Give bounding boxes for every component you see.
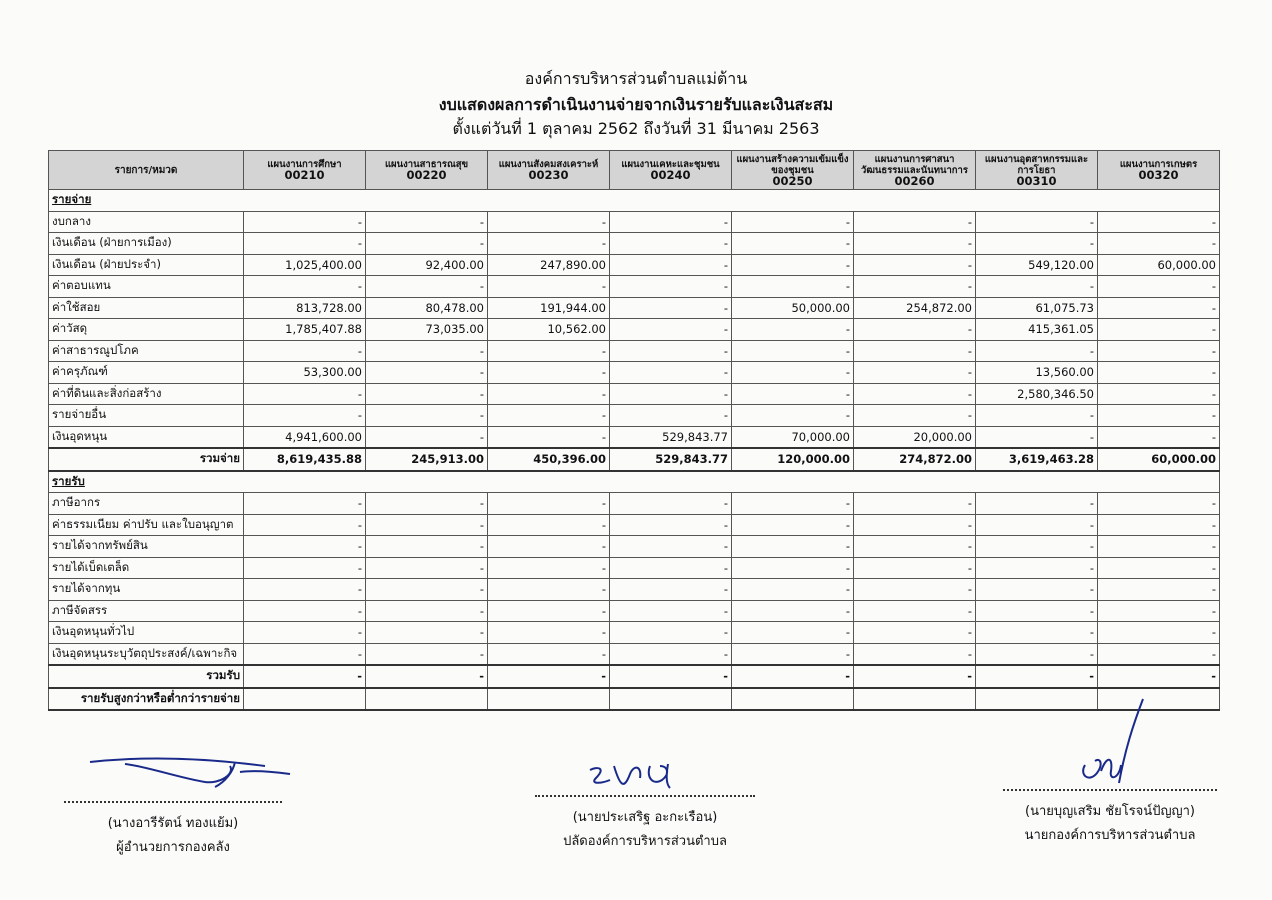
amount-cell: - [732, 536, 854, 558]
amount-cell: - [976, 276, 1098, 298]
amount-cell: - [976, 233, 1098, 255]
amount-cell: - [610, 405, 732, 427]
amount-cell: - [1098, 362, 1220, 384]
amount-cell: - [854, 383, 976, 405]
amount-cell: 13,560.00 [976, 362, 1098, 384]
empty-cell [1098, 190, 1220, 212]
reporting-period: ตั้งแต่วันที่ 1 ตุลาคม 2562 ถึงวันที่ 31 มีนาคม 2563 [452, 119, 820, 138]
amount-cell: 60,000.00 [1098, 254, 1220, 276]
amount-cell: - [732, 383, 854, 405]
amount-cell: - [244, 536, 366, 558]
amount-cell: - [366, 514, 488, 536]
empty-cell [244, 190, 366, 212]
amount-cell: - [1098, 514, 1220, 536]
amount-cell: - [732, 514, 854, 536]
amount-cell: - [1098, 665, 1220, 688]
row-label: ภาษีจัดสรร [49, 600, 244, 622]
signature-chief-administrator [580, 756, 690, 796]
amount-cell: - [244, 405, 366, 427]
signature-line-finance-director [64, 801, 282, 803]
amount-cell: - [976, 557, 1098, 579]
amount-cell: 50,000.00 [732, 297, 854, 319]
amount-cell: - [610, 383, 732, 405]
column-header-plan [854, 151, 976, 190]
amount-cell: 274,872.00 [854, 448, 976, 471]
amount-cell: - [366, 340, 488, 362]
amount-cell: - [366, 665, 488, 688]
table-row [49, 600, 1220, 622]
amount-cell: 70,000.00 [732, 426, 854, 448]
amount-cell: 1,025,400.00 [244, 254, 366, 276]
signatory-chief-administrator [520, 806, 770, 854]
amount-cell: 4,941,600.00 [244, 426, 366, 448]
amount-cell: 415,361.05 [976, 319, 1098, 341]
table-row [49, 276, 1220, 298]
amount-cell: - [366, 600, 488, 622]
column-header-plan [244, 151, 366, 190]
row-label: ภาษีอากร [49, 493, 244, 515]
empty-cell [366, 190, 488, 212]
row-label: เงินอุดหนุน [49, 426, 244, 448]
amount-cell: - [366, 233, 488, 255]
column-code: 00240 [650, 168, 691, 182]
section-label: รายจ่าย [49, 190, 244, 212]
amount-cell: - [976, 579, 1098, 601]
amount-cell: 73,035.00 [366, 319, 488, 341]
row-label: รายได้เบ็ดเตล็ด [49, 557, 244, 579]
amount-cell: - [244, 643, 366, 665]
amount-cell: - [1098, 493, 1220, 515]
amount-cell: - [732, 579, 854, 601]
column-name: แผนงานการศาสนาวัฒนธรรมและนันทนาการ [861, 153, 968, 176]
amount-cell: - [732, 340, 854, 362]
amount-cell: - [366, 579, 488, 601]
empty-cell [610, 190, 732, 212]
amount-cell: - [488, 600, 610, 622]
table-row [49, 643, 1220, 665]
amount-cell: 247,890.00 [488, 254, 610, 276]
amount-cell: 813,728.00 [244, 297, 366, 319]
column-code: 00260 [894, 173, 935, 188]
table-row [49, 493, 1220, 515]
amount-cell: - [366, 622, 488, 644]
amount-cell: - [976, 536, 1098, 558]
amount-cell: - [488, 557, 610, 579]
empty-cell [1098, 471, 1220, 493]
amount-cell: - [732, 362, 854, 384]
column-name: แผนงานสังคมสงเคราะห์ [498, 159, 599, 170]
amount-cell: - [732, 211, 854, 233]
column-name: แผนงานการเกษตร [1119, 159, 1198, 170]
amount-cell: - [732, 600, 854, 622]
row-label: ค่าตอบแทน [49, 276, 244, 298]
row-label: เงินอุดหนุนทั่วไป [49, 622, 244, 644]
signatory-name: (นายประเสริฐ อะกะเรือน) [572, 810, 718, 825]
column-header-label [49, 151, 244, 190]
empty-cell [366, 471, 488, 493]
amount-cell: 2,580,346.50 [976, 383, 1098, 405]
table-row [49, 514, 1220, 536]
amount-cell: - [1098, 233, 1220, 255]
amount-cell: - [854, 579, 976, 601]
column-header-plan [610, 151, 732, 190]
amount-cell: - [976, 622, 1098, 644]
amount-cell [732, 688, 854, 711]
signatory-mayor [990, 800, 1230, 848]
amount-cell: - [1098, 383, 1220, 405]
amount-cell [854, 688, 976, 711]
amount-cell: 53,300.00 [244, 362, 366, 384]
amount-cell: - [366, 362, 488, 384]
amount-cell: - [244, 665, 366, 688]
table-row [49, 297, 1220, 319]
column-name: แผนงานสร้างความเข้มแข็งของชุมชน [736, 153, 849, 176]
amount-cell: - [366, 383, 488, 405]
empty-cell [610, 471, 732, 493]
section-header-row [49, 471, 1220, 493]
amount-cell: - [244, 276, 366, 298]
amount-cell: - [610, 297, 732, 319]
row-label: เงินเดือน (ฝ่ายประจำ) [49, 254, 244, 276]
amount-cell: - [488, 579, 610, 601]
empty-cell [488, 190, 610, 212]
table-row [49, 340, 1220, 362]
amount-cell: - [610, 536, 732, 558]
row-label: ค่าที่ดินและสิ่งก่อสร้าง [49, 383, 244, 405]
amount-cell: - [854, 405, 976, 427]
row-label: รายได้จากทุน [49, 579, 244, 601]
amount-cell: - [488, 622, 610, 644]
amount-cell: - [610, 340, 732, 362]
empty-cell [488, 471, 610, 493]
amount-cell: - [610, 493, 732, 515]
row-label: ค่าวัสดุ [49, 319, 244, 341]
amount-cell: - [488, 362, 610, 384]
amount-cell: - [488, 276, 610, 298]
amount-cell: 80,478.00 [366, 297, 488, 319]
amount-cell: - [244, 211, 366, 233]
row-label: รวมรับ [49, 665, 244, 688]
amount-cell: - [1098, 340, 1220, 362]
amount-cell: - [610, 622, 732, 644]
signatory-position: ผู้อำนวยการกองคลัง [116, 840, 230, 855]
amount-cell: - [732, 319, 854, 341]
amount-cell: - [1098, 276, 1220, 298]
amount-cell: - [1098, 211, 1220, 233]
amount-cell: 191,944.00 [488, 297, 610, 319]
column-name: แผนงานเคหะและชุมชน [621, 159, 720, 170]
amount-cell: - [244, 340, 366, 362]
amount-cell: - [854, 319, 976, 341]
amount-cell: - [976, 493, 1098, 515]
column-code: 00310 [1016, 173, 1057, 188]
amount-cell: - [732, 233, 854, 255]
amount-cell: - [976, 405, 1098, 427]
amount-cell: - [854, 340, 976, 362]
amount-cell: 8,619,435.88 [244, 448, 366, 471]
empty-cell [976, 471, 1098, 493]
amount-cell: - [1098, 426, 1220, 448]
amount-cell: - [976, 426, 1098, 448]
amount-cell: - [244, 600, 366, 622]
amount-cell: 254,872.00 [854, 297, 976, 319]
amount-cell: - [732, 493, 854, 515]
column-code: 00320 [1138, 168, 1179, 182]
empty-cell [854, 471, 976, 493]
amount-cell: - [244, 493, 366, 515]
row-label: ค่าธรรมเนียม ค่าปรับ และใบอนุญาต [49, 514, 244, 536]
signature-finance-director [85, 752, 295, 792]
amount-cell: - [610, 319, 732, 341]
amount-cell: - [488, 405, 610, 427]
table-row [49, 383, 1220, 405]
amount-cell: - [732, 405, 854, 427]
amount-cell: - [976, 340, 1098, 362]
income-total-row [49, 665, 1220, 688]
amount-cell: - [610, 665, 732, 688]
amount-cell: - [488, 383, 610, 405]
amount-cell: - [610, 276, 732, 298]
empty-cell [732, 190, 854, 212]
amount-cell: - [488, 493, 610, 515]
table-header-row [49, 151, 1220, 190]
amount-cell: - [976, 643, 1098, 665]
amount-cell [244, 688, 366, 711]
column-header-plan [488, 151, 610, 190]
amount-cell: 61,075.73 [976, 297, 1098, 319]
row-label: ค่าใช้สอย [49, 297, 244, 319]
amount-cell: - [854, 233, 976, 255]
amount-cell: - [854, 211, 976, 233]
section-header-row [49, 190, 1220, 212]
amount-cell: - [854, 622, 976, 644]
table-row [49, 405, 1220, 427]
signatory-finance-director [64, 812, 282, 860]
signatory-name: (นางอารีรัตน์ ทองแย้ม) [107, 816, 239, 831]
row-label: รายจ่ายอื่น [49, 405, 244, 427]
column-code: 00250 [772, 173, 813, 188]
amount-cell: - [244, 233, 366, 255]
amount-cell: - [854, 362, 976, 384]
signatory-name: (นายบุญเสริม ชัยโรจน์ปัญญา) [1025, 804, 1195, 819]
amount-cell: - [488, 340, 610, 362]
column-header-plan [366, 151, 488, 190]
amount-cell: 120,000.00 [732, 448, 854, 471]
table-row [49, 254, 1220, 276]
amount-cell: - [366, 643, 488, 665]
amount-cell: - [854, 276, 976, 298]
amount-cell: - [366, 557, 488, 579]
section-label: รายรับ [49, 471, 244, 493]
net-result-row [49, 688, 1220, 711]
amount-cell: 1,785,407.88 [244, 319, 366, 341]
amount-cell: - [854, 514, 976, 536]
signature-mayor [1075, 695, 1155, 790]
column-code: 00220 [406, 168, 447, 182]
amount-cell: - [854, 557, 976, 579]
column-code: 00230 [528, 168, 569, 182]
amount-cell: - [366, 211, 488, 233]
amount-cell: - [488, 643, 610, 665]
table-row [49, 362, 1220, 384]
empty-cell [854, 190, 976, 212]
amount-cell: 245,913.00 [366, 448, 488, 471]
row-label: รายรับสูงกว่าหรือต่ำกว่ารายจ่าย [49, 688, 244, 711]
amount-cell: 529,843.77 [610, 426, 732, 448]
amount-cell: - [366, 536, 488, 558]
column-name: แผนงานอุตสาหกรรมและการโยธา [984, 153, 1089, 176]
amount-cell [488, 688, 610, 711]
expense-total-row [49, 448, 1220, 471]
amount-cell: - [244, 557, 366, 579]
amount-cell: - [610, 557, 732, 579]
signatory-position: ปลัดองค์การบริหารส่วนตำบล [563, 834, 727, 849]
organization-name: องค์การบริหารส่วนตำบลแม่ต้าน [524, 69, 748, 88]
amount-cell: - [488, 233, 610, 255]
empty-cell [732, 471, 854, 493]
amount-cell: 549,120.00 [976, 254, 1098, 276]
amount-cell: 450,396.00 [488, 448, 610, 471]
amount-cell: - [976, 514, 1098, 536]
amount-cell: - [854, 493, 976, 515]
amount-cell: - [488, 426, 610, 448]
amount-cell: - [366, 493, 488, 515]
amount-cell: - [854, 536, 976, 558]
document-title: งบแสดงผลการดำเนินงานจ่ายจากเงินรายรับและเงินสะสม [438, 95, 834, 114]
signature-line-chief-administrator [535, 795, 755, 797]
amount-cell: - [854, 665, 976, 688]
amount-cell: - [610, 600, 732, 622]
column-name: แผนงานสาธารณสุข [384, 159, 469, 170]
amount-cell: - [854, 254, 976, 276]
amount-cell: - [976, 665, 1098, 688]
amount-cell: - [1098, 405, 1220, 427]
amount-cell: 20,000.00 [854, 426, 976, 448]
amount-cell: - [732, 643, 854, 665]
row-label: ค่าครุภัณฑ์ [49, 362, 244, 384]
amount-cell [366, 688, 488, 711]
amount-cell: - [488, 665, 610, 688]
amount-cell [610, 688, 732, 711]
financial-statement-table [48, 150, 1220, 711]
table-row [49, 622, 1220, 644]
empty-cell [244, 471, 366, 493]
amount-cell: - [732, 557, 854, 579]
amount-cell: - [366, 276, 488, 298]
amount-cell: - [976, 600, 1098, 622]
amount-cell: - [488, 211, 610, 233]
amount-cell: - [1098, 557, 1220, 579]
amount-cell: - [610, 211, 732, 233]
amount-cell: - [610, 233, 732, 255]
signatory-position: นายกองค์การบริหารส่วนตำบล [1024, 828, 1196, 843]
amount-cell: - [854, 643, 976, 665]
amount-cell: - [1098, 600, 1220, 622]
table-row [49, 319, 1220, 341]
column-header-plan [1098, 151, 1220, 190]
amount-cell: 60,000.00 [1098, 448, 1220, 471]
amount-cell: - [610, 362, 732, 384]
amount-cell: 92,400.00 [366, 254, 488, 276]
empty-cell [976, 190, 1098, 212]
amount-cell: - [1098, 297, 1220, 319]
amount-cell: - [732, 665, 854, 688]
column-name: แผนงานการศึกษา [267, 159, 342, 170]
amount-cell: 529,843.77 [610, 448, 732, 471]
amount-cell: 3,619,463.28 [976, 448, 1098, 471]
column-code: 00210 [284, 168, 325, 182]
amount-cell: 10,562.00 [488, 319, 610, 341]
amount-cell: - [366, 426, 488, 448]
amount-cell: - [1098, 643, 1220, 665]
amount-cell: - [244, 622, 366, 644]
amount-cell: - [610, 643, 732, 665]
amount-cell: - [1098, 579, 1220, 601]
amount-cell: - [610, 254, 732, 276]
signature-line-mayor [1003, 789, 1217, 791]
table-row [49, 233, 1220, 255]
amount-cell: - [1098, 536, 1220, 558]
amount-cell: - [244, 579, 366, 601]
amount-cell: - [366, 405, 488, 427]
row-label: เงินอุดหนุนระบุวัตถุประสงค์/เฉพาะกิจ [49, 643, 244, 665]
row-label: งบกลาง [49, 211, 244, 233]
amount-cell: - [732, 276, 854, 298]
amount-cell: - [976, 211, 1098, 233]
amount-cell: - [610, 514, 732, 536]
amount-cell: - [610, 579, 732, 601]
amount-cell: - [488, 514, 610, 536]
amount-cell: - [244, 514, 366, 536]
table-row [49, 211, 1220, 233]
table-row [49, 536, 1220, 558]
row-label: รายได้จากทรัพย์สิน [49, 536, 244, 558]
column-name: รายการ/หมวด [114, 164, 178, 176]
table-row [49, 426, 1220, 448]
column-header-plan [732, 151, 854, 190]
amount-cell: - [854, 600, 976, 622]
table-row [49, 579, 1220, 601]
amount-cell: - [1098, 622, 1220, 644]
amount-cell: - [244, 383, 366, 405]
amount-cell: - [488, 536, 610, 558]
column-header-plan [976, 151, 1098, 190]
amount-cell: - [732, 622, 854, 644]
amount-cell: - [1098, 319, 1220, 341]
row-label: ค่าสาธารณูปโภค [49, 340, 244, 362]
row-label: รวมจ่าย [49, 448, 244, 471]
amount-cell: - [732, 254, 854, 276]
table-row [49, 557, 1220, 579]
row-label: เงินเดือน (ฝ่ายการเมือง) [49, 233, 244, 255]
